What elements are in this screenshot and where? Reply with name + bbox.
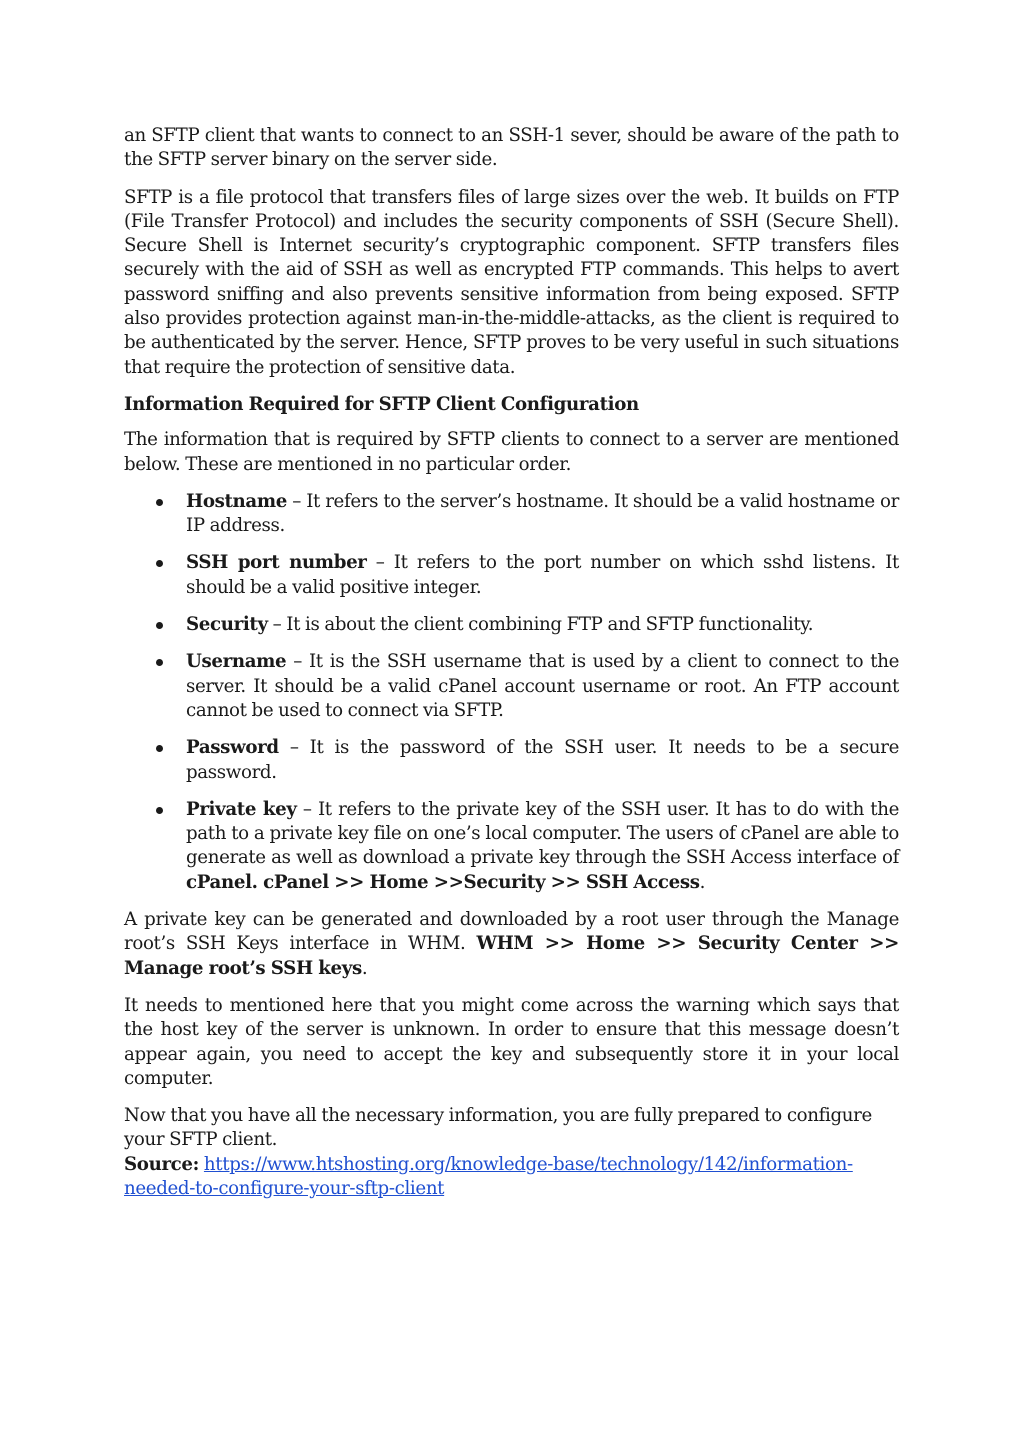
term-hostname: Hostname — [186, 490, 287, 512]
list-item-username — [124, 650, 899, 723]
paragraph-sftp-overview: SFTP is a file protocol that transfers files of large sizes over the web. It builds on FTP (File Transfer Protocol) and includes the security components of SSH (Secure Shell). Secure Shell is Internet security’s cryptographic component. SFTP transfers files securely with the aid of SSH as well as encrypted FTP commands. This helps to avert password sniffing and also prevents sensitive information from being exposed. SFTP also provides protection against man-in-the-middle-attacks, as the client is required to be authenticated by the server. Hence, SFTP proves to be very useful in such situations that require the protection of sensitive data. — [124, 186, 899, 378]
paragraph-whm-keys — [124, 908, 899, 981]
desc-security: – It is about the client combining FTP and SFTP functionality. — [267, 614, 814, 636]
paragraph-conclusion: Now that you have all the necessary information, you are fully prepared to configure your SFTP client. — [124, 1105, 872, 1151]
desc-password: – It is the password of the SSH user. It needs to be a secure password. — [186, 737, 899, 783]
paragraph-sftp-ssh1: an SFTP client that wants to connect to an SSH-1 sever, should be aware of the path to the SFTP server binary on the server side. — [124, 125, 899, 171]
term-ssh-port: SSH port number — [186, 552, 367, 574]
term-private-key: Private key — [186, 798, 297, 820]
bullet-icon — [156, 807, 163, 814]
cpanel-path: cPanel. cPanel >> Home >>Security >> SSH Access — [186, 871, 700, 893]
desc-hostname: – It refers to the server’s hostname. It should be a valid hostname or IP address. — [186, 490, 899, 537]
desc-private-key: – It refers to the private key of the SSH user. It has to do with the path to a private key file on one’s local computer. The users of cPanel are able to generate as well as download a private key through the SSH Access interface of — [186, 798, 900, 869]
paragraph-host-key-warning: It needs to mentioned here that you might come across the warning which says that the host key of the server is unknown. In order to ensure that this message doesn’t appear again, you need to accept the key and subsequently store it in your local computer. — [124, 994, 899, 1089]
paragraph-info-intro: The information that is required by SFTP clients to connect to a server are mentioned below. These are mentioned in no particular order. — [124, 429, 899, 475]
bullet-icon — [156, 499, 163, 506]
bullet-icon — [156, 745, 163, 752]
list-item-password — [124, 736, 899, 785]
list-item-security — [124, 613, 899, 637]
term-password: Password — [186, 737, 279, 759]
requirements-list — [124, 490, 899, 895]
desc-username: – It is the SSH username that is used by a client to connect to the server. It should be a valid cPanel account username or root. An FTP account cannot be used to connect via SFTP. — [186, 651, 899, 721]
list-item-hostname — [124, 490, 899, 539]
list-item-private-key — [124, 798, 899, 895]
bullet-icon — [156, 659, 163, 666]
term-username: Username — [186, 651, 287, 673]
source-link[interactable]: https://www.htshosting.org/knowledge-base/technology/142/information-needed-to-configure-your-sftp-client — [124, 1153, 853, 1199]
section-heading: Information Required for SFTP Client Configuration — [124, 393, 639, 415]
desc-private-key-end: . — [699, 871, 706, 893]
list-item-ssh-port — [124, 551, 899, 600]
source-label: Source: — [124, 1153, 199, 1175]
document-page — [124, 124, 899, 1201]
bullet-icon — [156, 622, 163, 629]
desc-ssh-port: – It refers to the port number on which sshd listens. It should be a valid positive integer. — [186, 552, 899, 598]
whm-text: A private key can be generated and downloaded by a root user through the Manage root’s SSH Keys interface in WHM. — [124, 909, 899, 955]
whm-path: WHM >> Home >> Security Center >> Manage root’s SSH keys — [124, 933, 899, 979]
whm-end: . — [361, 957, 368, 979]
bullet-icon — [156, 560, 163, 567]
term-security: Security — [186, 614, 268, 636]
source-line — [124, 1153, 899, 1202]
